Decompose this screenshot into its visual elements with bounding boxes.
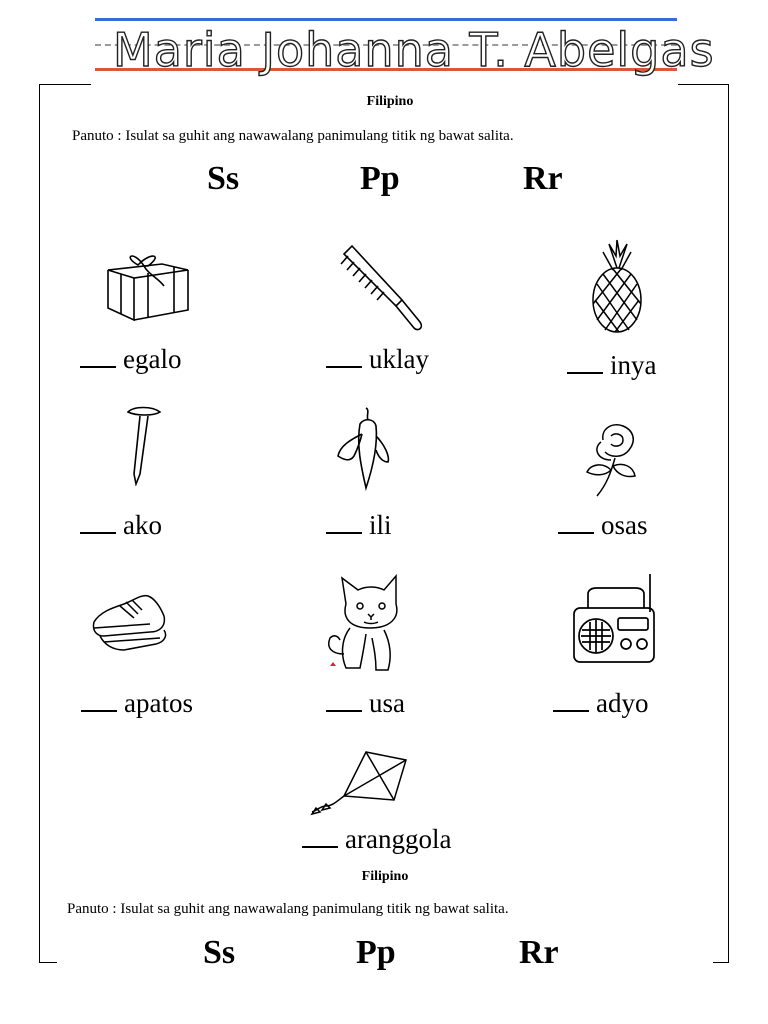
letter-pp: Pp <box>360 160 400 197</box>
instruction-text-repeat: Panuto : Isulat sa guhit ang nawawalang panimulang titik ng bawat salita. <box>67 901 509 917</box>
rose-picture <box>585 420 645 498</box>
word-item-saranggola: aranggola <box>302 824 451 855</box>
word-item-pinya: inya <box>567 350 657 381</box>
word-item-sako: ako <box>80 510 162 541</box>
radio-picture <box>572 572 656 666</box>
letter-rr: Rr <box>523 160 563 197</box>
answer-blank[interactable] <box>80 365 116 368</box>
word-item-sapatos: apatos <box>81 688 193 719</box>
word-item-suklay: uklay <box>326 344 429 375</box>
name-banner <box>95 18 715 80</box>
letter-ss: Ss <box>207 160 240 197</box>
chili-pepper-picture <box>336 406 392 492</box>
word-item-rosas: osas <box>558 510 648 541</box>
subject-title: Filipino <box>366 94 414 109</box>
answer-blank[interactable] <box>567 371 603 374</box>
student-name: Maria Johanna T. Abelgas <box>113 23 715 77</box>
sneakers-picture <box>90 586 168 656</box>
answer-blank[interactable] <box>302 845 338 848</box>
gift-box-picture <box>104 248 190 324</box>
pineapple-picture <box>589 238 645 334</box>
frame-border-bottom-right <box>713 962 729 963</box>
word-item-radyo: adyo <box>553 688 648 719</box>
instruction-text: Panuto : Isulat sa guhit ang nawawalang panimulang titik ng bawat salita. <box>72 128 514 144</box>
nail-picture <box>124 404 164 486</box>
answer-blank[interactable] <box>558 531 594 534</box>
answer-blank[interactable] <box>326 531 362 534</box>
answer-blank[interactable] <box>326 365 362 368</box>
letter-ss-repeat: Ss <box>203 934 236 971</box>
answer-blank[interactable] <box>80 531 116 534</box>
word-item-pusa: usa <box>326 688 405 719</box>
frame-border-right <box>728 84 729 962</box>
letter-rr-repeat: Rr <box>519 934 559 971</box>
answer-blank[interactable] <box>553 709 589 712</box>
word-item-regalo: egalo <box>80 344 181 375</box>
letter-pp-repeat: Pp <box>356 934 396 971</box>
kite-picture <box>306 748 410 820</box>
answer-blank[interactable] <box>326 709 362 712</box>
frame-border-top-right <box>678 84 729 85</box>
comb-picture <box>338 242 428 334</box>
word-item-sili: ili <box>326 510 392 541</box>
answer-blank[interactable] <box>81 709 117 712</box>
cat-picture <box>324 574 408 674</box>
subject-title-repeat: Filipino <box>361 869 409 884</box>
frame-border-left <box>39 84 40 962</box>
top-guide-line <box>95 18 677 21</box>
frame-border-top-left <box>39 84 91 85</box>
frame-border-bottom-left <box>39 962 57 963</box>
